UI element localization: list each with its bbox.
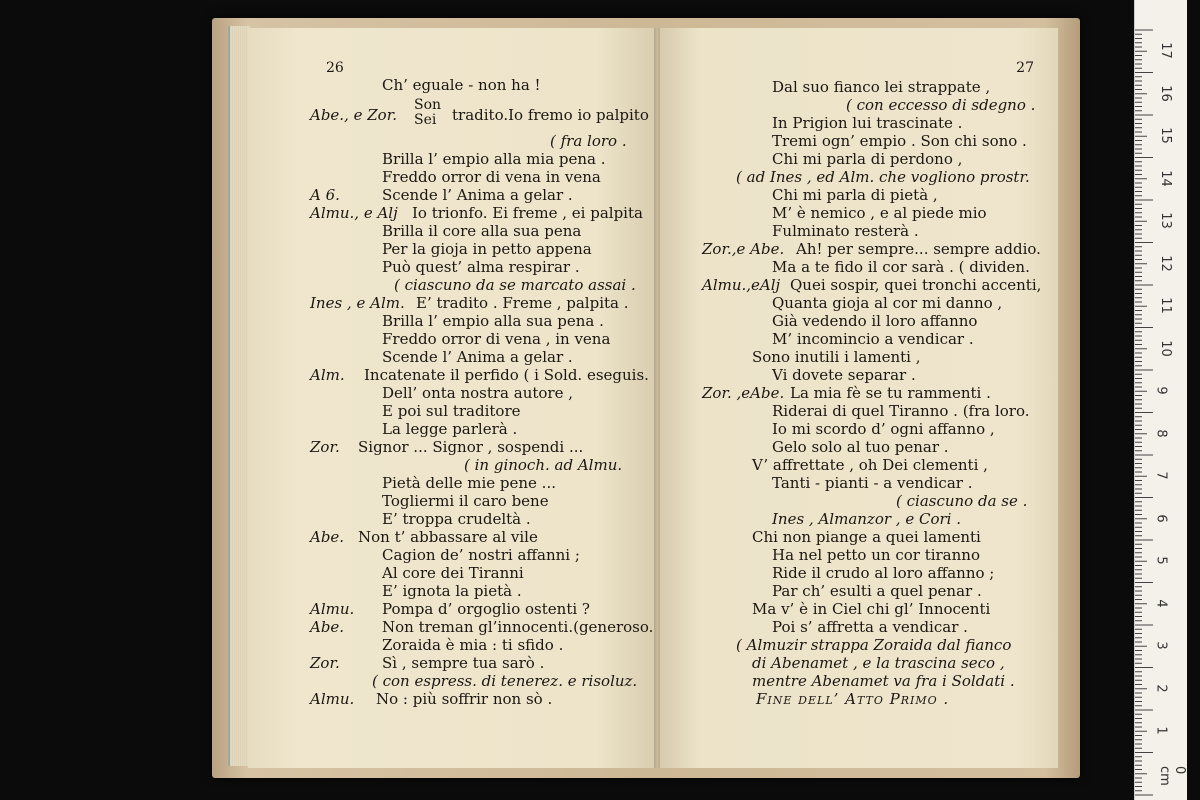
- ruler-label: 15: [1157, 127, 1173, 145]
- ruler-label: 1: [1153, 726, 1169, 735]
- verse-line: E’ troppa crudeltà .: [382, 510, 531, 528]
- stage-direction: ( ciascuno da se .: [896, 492, 1028, 510]
- ruler-label: 7: [1153, 471, 1169, 480]
- verse-line: Al core dei Tiranni: [382, 564, 524, 582]
- speaker-label: Abe.: [310, 618, 345, 636]
- ruler-label: 14: [1157, 169, 1173, 187]
- verse-line: Ha nel petto un cor tiranno: [772, 546, 980, 564]
- verse-line: V’ affrettate , oh Dei clementi ,: [752, 456, 988, 474]
- speaker-label: Zor. ,eAbe.: [702, 384, 785, 402]
- verse-line: Brilla l’ empio alla sua pena .: [382, 312, 604, 330]
- verse-line: Scende l’ Anima a gelar .: [382, 348, 573, 366]
- verse-line: Ch’ eguale - non ha !: [382, 76, 541, 94]
- verse-line: Tanti - pianti - a vendicar .: [772, 474, 973, 492]
- verse-line: Brilla l’ empio alla mia pena .: [382, 150, 606, 168]
- verse-line: Cagion de’ nostri affanni ;: [382, 546, 580, 564]
- stage-direction: ( fra loro .: [550, 132, 627, 150]
- verse-line: Par ch’ esulti a quel penar .: [772, 582, 982, 600]
- verse-line: Sono inutili i lamenti ,: [752, 348, 921, 366]
- verse-line: Dal suo fianco lei strappate ,: [772, 78, 991, 96]
- verse-line: E poi sul traditore: [382, 402, 521, 420]
- ruler-label: 8: [1153, 429, 1169, 438]
- verse-line: Togliermi il caro bene: [382, 492, 549, 510]
- verse-line: Può quest’ alma respirar .: [382, 258, 580, 276]
- speaker-label: Abe.: [310, 528, 345, 546]
- speaker-label: Almu.: [310, 600, 355, 618]
- page-number: 26: [326, 60, 344, 76]
- ruler-label: 13: [1157, 212, 1173, 230]
- stage-direction: Ines , Almanzor , e Cori .: [772, 510, 961, 528]
- verse-line: Quanta gioja al cor mi danno ,: [772, 294, 1003, 312]
- verse-line: Chi non piange a quei lamenti: [752, 528, 981, 546]
- stacked-words: Son Sei: [414, 97, 442, 128]
- verse-line: tradito.Io fremo io palpito: [452, 106, 649, 124]
- stage-direction: ( ad Ines , ed Alm. che vogliono prostr.: [736, 168, 1030, 186]
- stage-direction: ( ciascuno da se marcato assai .: [394, 276, 636, 294]
- verse-line: E’ tradito . Freme , palpita .: [416, 294, 629, 312]
- verse-line: M’ incomincio a vendicar .: [772, 330, 974, 348]
- verse-line: Ma a te fido il cor sarà . ( dividen.: [772, 258, 1030, 276]
- stage-direction: ( con espress. di tenerez. e risoluz.: [372, 672, 638, 690]
- page-number: 27: [1016, 60, 1034, 76]
- verse-line: Ma v’ è in Ciel chi gl’ Innocenti: [752, 600, 991, 618]
- ruler-label: 5: [1153, 556, 1169, 565]
- ruler-label: 10: [1157, 339, 1173, 357]
- verse-line: Incatenate il perfido ( i Sold. eseguis.: [364, 366, 649, 384]
- verse-line: Tremi ogn’ empio . Son chi sono .: [772, 132, 1027, 150]
- verse-line: Io mi scordo d’ ogni affanno ,: [772, 420, 995, 438]
- verse-line: Ride il crudo al loro affanno ;: [772, 564, 995, 582]
- verse-line: Scende l’ Anima a gelar .: [382, 186, 573, 204]
- verse-line: Brilla il core alla sua pena: [382, 222, 582, 240]
- stage-direction: ( in ginoch. ad Almu.: [464, 456, 623, 474]
- verse-line: E’ ignota la pietà .: [382, 582, 522, 600]
- speaker-label: Ines , e Alm.: [310, 294, 405, 312]
- measuring-ruler: [1134, 0, 1187, 800]
- stage-direction: di Abenamet , e la trascina seco ,: [752, 654, 1005, 672]
- verse-line: Pietà delle mie pene ...: [382, 474, 556, 492]
- stage-direction: ( con eccesso di sdegno .: [846, 96, 1036, 114]
- page-edges: [228, 26, 250, 766]
- ruler-label: 6: [1153, 514, 1169, 523]
- ruler-label: 9: [1153, 386, 1169, 395]
- speaker-label: A 6.: [310, 186, 340, 204]
- ruler-label: 3: [1153, 641, 1169, 650]
- verse-line: Non treman gl’innocenti.(generoso.: [382, 618, 654, 636]
- speaker-label: Zor.: [310, 438, 340, 456]
- speaker-label: Zor.: [310, 654, 340, 672]
- verse-line: Per la gioja in petto appena: [382, 240, 592, 258]
- ruler-label: 12: [1157, 254, 1173, 272]
- verse-line: Signor ... Signor , sospendi ...: [358, 438, 584, 456]
- verse-line: Freddo orror di vena in vena: [382, 168, 601, 186]
- ruler-label: 4: [1153, 599, 1169, 608]
- ruler-label: 16: [1157, 84, 1173, 102]
- verse-line: La mia fè se tu rammenti .: [790, 384, 991, 402]
- verse-line: Poi s’ affretta a vendicar .: [772, 618, 968, 636]
- verse-line: Io trionfo. Ei freme , ei palpita: [412, 204, 643, 222]
- verse-line: Dell’ onta nostra autore ,: [382, 384, 574, 402]
- verse-line: Zoraida è mia : ti sfido .: [382, 636, 564, 654]
- stage-direction: ( Almuzir strappa Zoraida dal fianco: [736, 636, 1012, 654]
- verse-line: Gelo solo al tuo penar .: [772, 438, 949, 456]
- verse-line: La legge parlerà .: [382, 420, 518, 438]
- speaker-label: Abe., e Zor.: [310, 106, 398, 124]
- right-page: [660, 28, 1058, 768]
- verse-line: No : più soffrir non sò .: [376, 690, 553, 708]
- speaker-label: Zor.,e Abe.: [702, 240, 785, 258]
- verse-line: Già vedendo il loro affanno: [772, 312, 978, 330]
- verse-line: M’ è nemico , e al piede mio: [772, 204, 987, 222]
- verse-line: Chi mi parla di perdono ,: [772, 150, 963, 168]
- verse-line: Sì , sempre tua sarò .: [382, 654, 545, 672]
- verse-line: Vi dovete separar .: [772, 366, 916, 384]
- ruler-label: 2: [1153, 684, 1169, 693]
- speaker-label: Almu.: [310, 690, 355, 708]
- verse-line: Riderai di quel Tiranno . (fra loro.: [772, 402, 1030, 420]
- verse-line: Quei sospir, quei tronchi accenti,: [790, 276, 1042, 294]
- speaker-label: Almu.,eAlj: [702, 276, 781, 294]
- verse-line: Fulminato resterà .: [772, 222, 919, 240]
- ruler-label: 0 cm: [1157, 765, 1187, 786]
- stage-direction: mentre Abenamet va fra i Soldati .: [752, 672, 1015, 690]
- verse-line: Non t’ abbassare al vile: [358, 528, 538, 546]
- verse-line: Freddo orror di vena , in vena: [382, 330, 611, 348]
- verse-line: Chi mi parla di pietà ,: [772, 186, 938, 204]
- speaker-label: Alm.: [310, 366, 345, 384]
- ruler-ticks: [1135, 0, 1187, 800]
- act-end-heading: Fine dell’ Atto Primo .: [756, 690, 950, 708]
- left-page: [248, 28, 658, 768]
- verse-line: Pompa d’ orgoglio ostenti ?: [382, 600, 590, 618]
- verse-line: In Prigion lui trascinate .: [772, 114, 963, 132]
- ruler-label: 11: [1157, 297, 1173, 315]
- ruler-label: 17: [1157, 42, 1173, 60]
- verse-line: Ah! per sempre... sempre addio.: [796, 240, 1041, 258]
- speaker-label: Almu., e Alj: [310, 204, 398, 222]
